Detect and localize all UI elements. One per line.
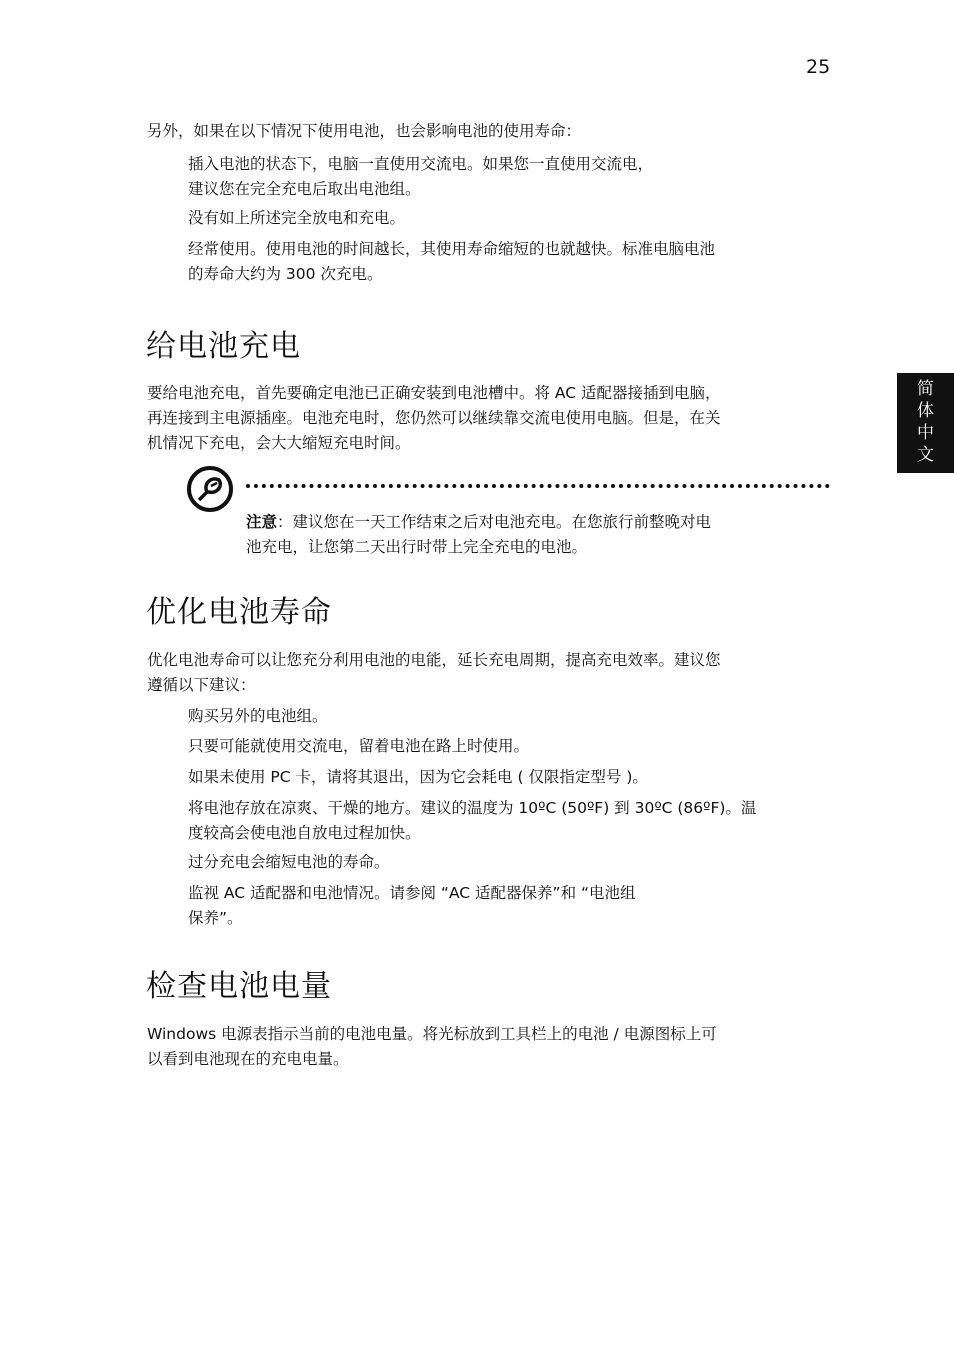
intro-list-item bbox=[188, 237, 715, 287]
language-tab-char: 体 bbox=[917, 401, 934, 421]
language-tab-char: 简 bbox=[917, 379, 934, 399]
optimize-list-item bbox=[188, 765, 648, 790]
list-item-line: 经常使用。使用电池的时间越长，其使用寿命缩短的也就越快。标准电脑电池 bbox=[188, 240, 716, 258]
paragraph-line: 以看到电池现在的充电电量。 bbox=[147, 1050, 349, 1068]
optimize-list-item bbox=[188, 796, 756, 846]
list-item-line: 监视 AC 适配器和电池情况。请参阅 “AC 适配器保养”和 “电池组 bbox=[188, 884, 636, 902]
paragraph-line: 遵循以下建议： bbox=[147, 676, 256, 694]
list-item-line: 建议您在完全充电后取出电池组。 bbox=[188, 180, 421, 198]
optimize-list-item bbox=[188, 850, 390, 875]
list-item-line: 的寿命大约为 300 次充电。 bbox=[188, 265, 383, 283]
list-item-line: 将电池存放在凉爽、干燥的地方。建议的温度为 10ºC (50ºF) 到 30ºC (86ºF)。温 bbox=[188, 799, 757, 817]
language-tab-char: 文 bbox=[917, 445, 934, 465]
paragraph-line: Windows 电源表指示当前的电池电量。将光标放到工具栏上的电池 / 电源图标上可 bbox=[147, 1025, 717, 1043]
list-item-line: 保养”。 bbox=[188, 909, 243, 927]
paragraph-line: 优化电池寿命可以让您充分利用电池的电能，延长充电周期，提高充电效率。建议您 bbox=[147, 651, 721, 669]
intro-paragraph: 另外，如果在以下情况下使用电池，也会影响电池的使用寿命： bbox=[147, 122, 582, 140]
section-heading-optimize: 优化电池寿命 bbox=[146, 595, 332, 630]
list-item-line: 没有如上所述完全放电和充电。 bbox=[188, 209, 406, 227]
note-box bbox=[246, 510, 711, 560]
optimize-list-item bbox=[188, 704, 328, 729]
note-icon bbox=[187, 466, 233, 512]
note-divider bbox=[246, 484, 830, 488]
language-tab bbox=[897, 373, 954, 473]
list-item-line: 插入电池的状态下，电脑一直使用交流电。如果您一直使用交流电， bbox=[188, 155, 654, 173]
list-item-line: 如果未使用 PC 卡，请将其退出，因为它会耗电 ( 仅限指定型号 )。 bbox=[188, 768, 648, 786]
page-number: 25 bbox=[806, 56, 831, 78]
optimize-paragraph bbox=[147, 648, 721, 698]
language-tab-char: 中 bbox=[917, 423, 934, 443]
check-paragraph bbox=[147, 1022, 717, 1072]
list-item-line: 过分充电会缩短电池的寿命。 bbox=[188, 853, 390, 871]
intro-list-item bbox=[188, 206, 405, 231]
note-line: 池充电，让您第二天出行时带上完全充电的电池。 bbox=[246, 538, 588, 556]
list-item-line: 购买另外的电池组。 bbox=[188, 707, 328, 725]
paragraph-line: 要给电池充电，首先要确定电池已正确安装到电池槽中。将 AC 适配器接插到电脑， bbox=[147, 384, 721, 402]
paragraph-line: 机情况下充电，会大大缩短充电时间。 bbox=[147, 434, 411, 452]
intro-list-item bbox=[188, 152, 653, 202]
section-heading-charge: 给电池充电 bbox=[146, 329, 301, 364]
note-label: 注意 bbox=[246, 513, 278, 531]
list-item-line: 只要可能就使用交流电，留着电池在路上时使用。 bbox=[188, 737, 530, 755]
optimize-list-item bbox=[188, 881, 636, 931]
section-heading-check: 检查电池电量 bbox=[146, 969, 332, 1004]
list-item-line: 度较高会使电池自放电过程加快。 bbox=[188, 824, 421, 842]
optimize-list-item bbox=[188, 734, 529, 759]
paragraph-line: 再连接到主电源插座。电池充电时，您仍然可以继续靠交流电使用电脑。但是，在关 bbox=[147, 409, 721, 427]
note-line: ：建议您在一天工作结束之后对电池充电。在您旅行前整晚对电 bbox=[277, 513, 712, 531]
charge-paragraph bbox=[147, 381, 721, 456]
